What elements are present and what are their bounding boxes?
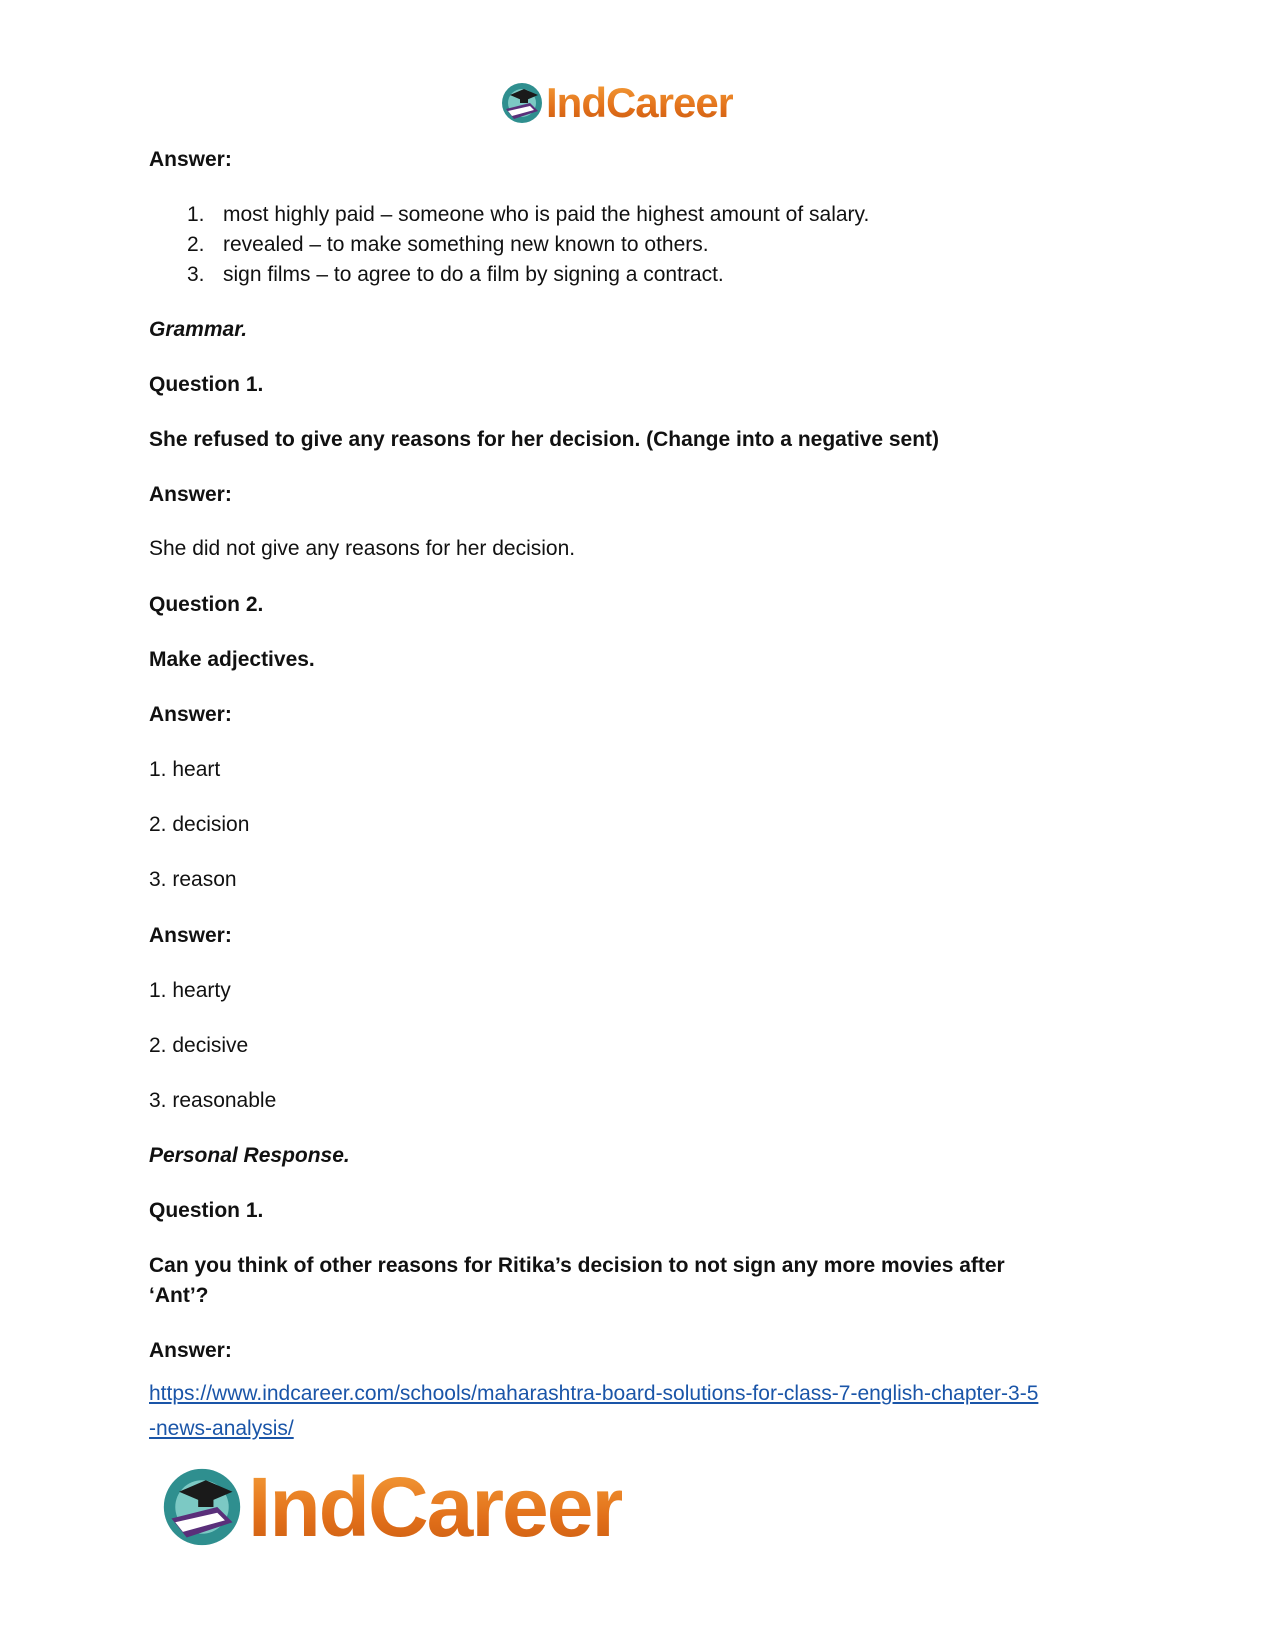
section-heading-personal-response: Personal Response. [149,1144,350,1167]
footer-logo [160,1459,623,1554]
list-item-number: 2. [187,233,205,256]
graduation-book-icon [160,1465,244,1549]
list-item [149,231,1129,259]
list-item-text: revealed – to make something new known to others. [223,233,709,256]
answer-label: Answer: [149,148,232,171]
list-item: 2. decision [149,813,250,836]
question-text: Can you think of other reasons for Ritika’s decision to not sign any more movies after [149,1254,1005,1277]
list-item: 3. reason [149,868,237,891]
question-text: Make adjectives. [149,648,315,671]
footer-logo-text: IndCareer [248,1459,623,1554]
question-label: Question 1. [149,373,264,396]
list-item: 2. decisive [149,1034,249,1057]
answer-label: Answer: [149,703,232,726]
list-item-text: sign films – to agree to do a film by signing a contract. [223,263,724,286]
question-text: She refused to give any reasons for her decision. (Change into a negative sent) [149,428,940,451]
header-logo-text: IndCareer [546,79,734,126]
answer-link[interactable]: https://www.indcareer.com/schools/maharashtra-board-solutions-for-class-7-english-chapter-3-5 [149,1382,1039,1405]
section-heading-grammar: Grammar. [149,318,248,341]
list-item: 3. reasonable [149,1089,277,1112]
list-item: 1. heart [149,758,221,781]
answer-text: She did not give any reasons for her decision. [149,537,576,560]
list-item-number: 1. [187,203,205,226]
graduation-book-icon [500,81,544,125]
list-item [149,261,1129,289]
question-label: Question 2. [149,593,264,616]
answer-label: Answer: [149,924,232,947]
question-text: ‘Ant’? [149,1284,209,1307]
answer-link[interactable]: -news-analysis/ [149,1417,294,1440]
list-item: 1. hearty [149,979,231,1002]
list-item-number: 3. [187,263,205,286]
header-logo [500,80,733,126]
list-item-text: most highly paid – someone who is paid the highest amount of salary. [223,203,870,226]
answer-label: Answer: [149,483,232,506]
question-label: Question 1. [149,1199,264,1222]
list-item [149,201,1129,229]
answer-label: Answer: [149,1339,232,1362]
